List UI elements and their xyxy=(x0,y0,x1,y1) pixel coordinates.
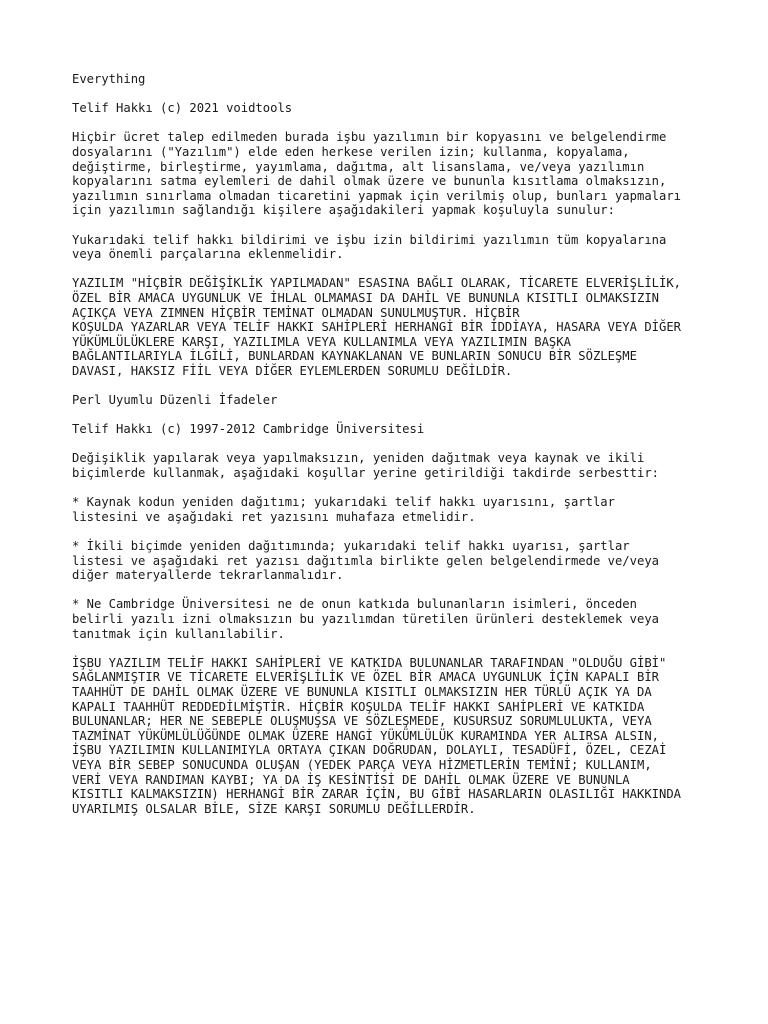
condition-item-binary: * İkili biçimde yeniden dağıtımında; yukarıdaki telif hakkı uyarısı, şartlar listesi ve aşağıdaki ret yazısı dağıtımla birlikte gelen belgelendirmede ve/veya diğer materyallerde tekrarlanmalıdır. xyxy=(72,539,659,583)
notice-requirement-paragraph: Yukarıdaki telif hakkı bildirimi ve işbu izin bildirimi yazılımın tüm kopyalarına veya önemli parçalarına eklenmelidir. xyxy=(72,232,667,262)
document-title: Everything xyxy=(72,72,146,86)
warranty-disclaimer-paragraph: YAZILIM "HİÇBİR DEĞİŞİKLİK YAPILMADAN" ESASINA BAĞLI OLARAK, TİCARETE ELVERİŞLİLİK, ÖZEL BİR AMACA UYGUNLUK VE İHLAL OLMAMASI DA DAHİL VE BUNUNLA KISITLI OLMAKSIZIN AÇIKÇA VEYA ZIMNEN HİÇBİR TEMİNAT OLMADAN SUNULMUŞTUR. HİÇBİR KOŞULDA YAZARLAR VEYA TELİF HAKKI SAHİPLERİ HERHANGİ BİR İDDİAYA, HASARA VEYA DİĞER YÜKÜMLÜLÜKLERE KARŞI, YAZILIMLA VEYA KULLANIMLA VEYA YAZILIMIN BAŞKA BAĞLANTILARIYLA İLGİLİ, BUNLARDAN KAYNAKLANAN VE BUNLARIN SONUCU BİR SÖZLEŞME DAVASI, HAKSIZ FİİL VEYA DİĞER EYLEMLERDEN SORUMLU DEĞİLDİR. xyxy=(72,276,682,378)
permission-grant-paragraph: Hiçbir ücret talep edilmeden burada işbu yazılımın bir kopyasını ve belgelendirme dosyalarını ("Yazılım") elde eden herkese verilen izin; kullanma, kopyalama, değiştirme, birleştirme, yayımlama, dağıtma, alt lisanslama, ve/veya yazılımın kopyalarını satma eylemleri de dahil olmak üzere ve bununla kısıtlama olmaksızın, yazılımın sınırlama olmadan ticaretini yapmak için verilmiş olup, bunları yapmaları için yazılımın sağlandığı kişilere aşağıdakileri yapmak koşuluyla sunulur: xyxy=(72,130,682,218)
pcre-copyright-notice: Telif Hakkı (c) 1997-2012 Cambridge Üniversitesi xyxy=(72,422,425,437)
condition-item-endorsement: * Ne Cambridge Üniversitesi ne de onun katkıda bulunanların isimleri, önceden belirli yazılı izni olmaksızın bu yazılımdan türetilen ürünleri desteklemek veya tanıtmak için kullanılabilir. xyxy=(72,597,659,641)
redistribution-paragraph: Değişiklik yapılarak veya yapılmaksızın, yeniden dağıtmak veya kaynak ve ikili biçimlerde kullanmak, aşağıdaki koşullar yerine getirildiği takdirde serbesttir: xyxy=(72,451,659,481)
copyright-notice: Telif Hakkı (c) 2021 voidtools xyxy=(72,101,293,116)
pcre-heading: Perl Uyumlu Düzenli İfadeler xyxy=(72,393,278,408)
license-document xyxy=(72,72,712,831)
condition-item-source: * Kaynak kodun yeniden dağıtımı; yukarıdaki telif hakkı uyarısını, şartlar listesini ve aşağıdaki ret yazısını muhafaza etmelidir. xyxy=(72,495,615,524)
liability-disclaimer-paragraph: İŞBU YAZILIM TELİF HAKKI SAHİPLERİ VE KATKIDA BULUNANLAR TARAFINDAN "OLDUĞU GİBİ" SAĞLANMIŞTIR VE TİCARETE ELVERİŞLİLİK VE ÖZEL BİR AMACA UYGUNLUK İÇİN KAPALI BİR TAAHHÜT DE DAHİL OLMAK ÜZERE VE BUNUNLA KISITLI OLMAKSIZIN HER TÜRLÜ AÇIK YA DA KAPALI TAAHHÜT REDDEDİLMİŞTİR. HİÇBİR KOŞULDA TELİF HAKKI SAHİPLERİ VE KATKIDA BULUNANLAR; HER NE SEBEPLE OLUŞMUŞSA VE SÖZLEŞMEDE, KUSURSUZ SORUMLULUKTA, VEYA TAZMİNAT YÜKÜMLÜLÜĞÜNDE OLMAK ÜZERE HANGİ YÜKÜMLÜLÜK KURAMINDA YER ALIRSA ALSIN, İŞBU YAZILIMIN KULLANIMIYLA ORTAYA ÇIKAN DOĞRUDAN, DOLAYLI, TESADÜFİ, ÖZEL, CEZAİ VEYA BİR SEBEP SONUCUNDA OLUŞAN (YEDEK PARÇA VEYA HİZMETLERİN TEMİNİ; KULLANIM, VERİ VEYA RANDIMAN KAYBI; YA DA İŞ KESİNTİSİ DE DAHİL OLMAK ÜZERE VE BUNUNLA KISITLI KALMAKSIZIN) HERHANGİ BİR ZARAR İÇİN, BU GİBİ HASARLARIN OLASILIĞI HAKKINDA UYARILMIŞ OLSALAR BİLE, SİZE KARŞI SORUMLU DEĞİLLERDİR. xyxy=(72,655,682,816)
